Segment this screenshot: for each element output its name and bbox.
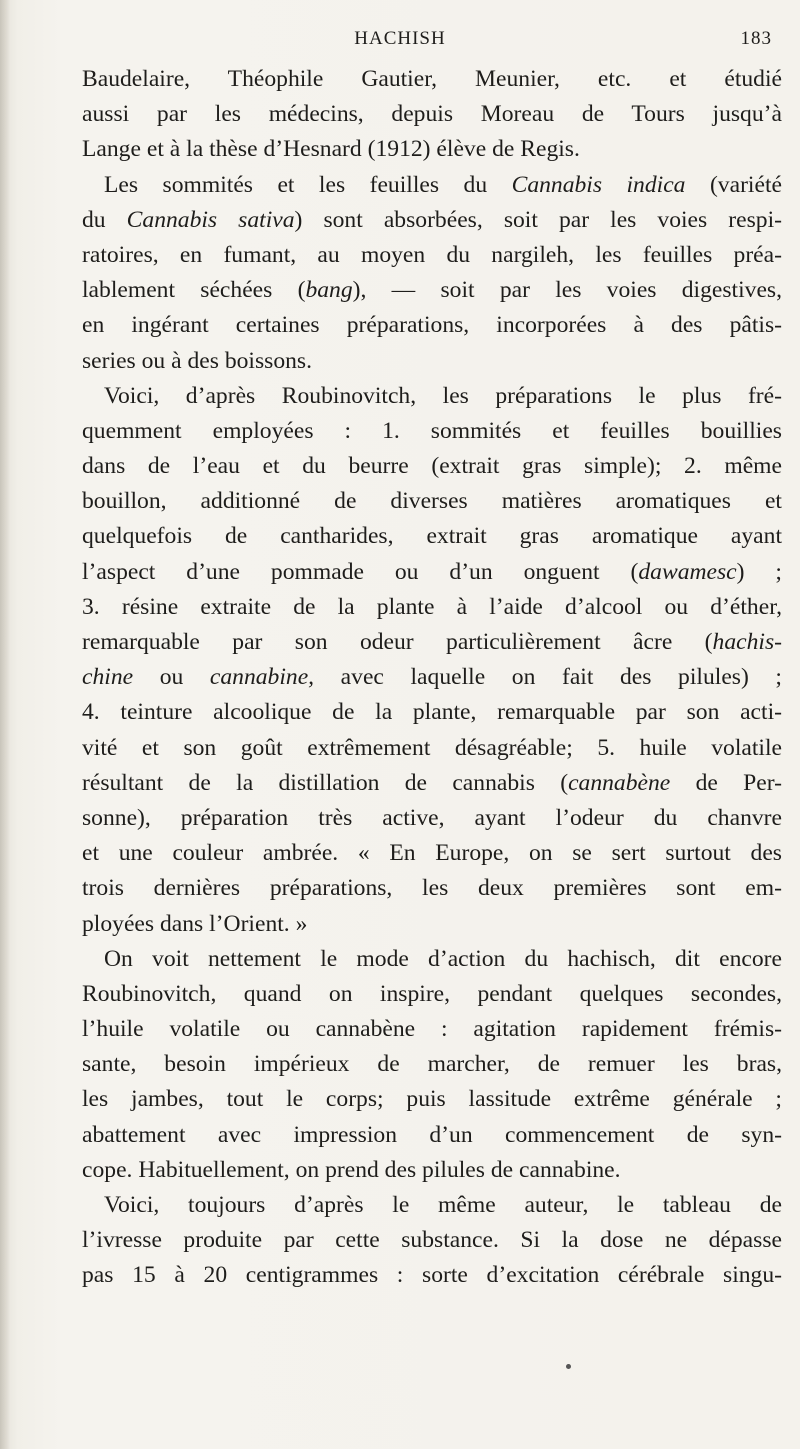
- text-segment: trois dernières préparations, les deux premières sont em-: [82, 875, 782, 902]
- text-segment: ), — soit par les voies digestives,: [352, 277, 783, 304]
- text-line: [82, 977, 782, 1012]
- italic-term: Cannabis indica: [511, 171, 686, 198]
- text-line: [82, 273, 782, 308]
- text-segment: lablement séchées (: [82, 277, 306, 304]
- running-title: HACHISH: [354, 28, 446, 49]
- ink-speck: [566, 1364, 571, 1369]
- italic-term: chine: [82, 664, 134, 691]
- text-line: [82, 132, 782, 167]
- text-segment: avec laquelle on fait des pilules) ;: [314, 664, 782, 691]
- paragraph-first-line: [82, 1188, 782, 1223]
- text-segment: abattement avec impression d’un commencement de syn-: [82, 1121, 782, 1148]
- text-segment: l’huile volatile ou cannabène : agitation rapidement frémis-: [82, 1016, 782, 1043]
- page-number: 183: [740, 28, 772, 49]
- text-line: [82, 1047, 782, 1082]
- text-line: [82, 308, 782, 343]
- text-segment: Voici, toujours d’après le même auteur, le tableau de: [104, 1192, 782, 1218]
- text-segment: et une couleur ambrée. « En Europe, on se sert surtout des: [82, 840, 782, 867]
- text-line: [82, 1012, 782, 1047]
- text-segment: ) sont absorbées, soit par les voies respi-: [294, 206, 782, 233]
- text-segment: ployées dans l’Orient. »: [82, 910, 308, 937]
- text-segment: vité et son goût extrêmement désagréable; 5. huile volatile: [82, 734, 782, 761]
- text-line: [82, 907, 782, 942]
- text-segment: en ingérant certaines préparations, incorporées à des pâtis-: [82, 312, 782, 339]
- text-segment: quemment employées : 1. sommités et feuilles bouillies: [82, 417, 782, 444]
- text-segment: ) ;: [736, 558, 782, 585]
- text-segment: l’aspect d’une pommade ou d’un onguent (: [82, 558, 639, 585]
- text-segment: Roubinovitch, quand on inspire, pendant quelques secondes,: [82, 980, 782, 1007]
- italic-term: hachis-: [712, 629, 782, 655]
- text-segment: Voici, d’après Roubinovitch, les préparations le plus fré-: [104, 382, 782, 409]
- text-segment: remarquable par son odeur particulièrement âcre (: [82, 629, 713, 655]
- text-segment: 3. résine extraite de la plante à l’aide d’alcool ou d’éther,: [82, 593, 782, 620]
- italic-term: bang: [305, 277, 353, 304]
- text-line: [82, 1118, 782, 1153]
- text-line: [82, 625, 782, 660]
- text-segment: quelquefois de cantharides, extrait gras aromatique ayant: [82, 523, 782, 550]
- text-line: [82, 484, 782, 519]
- text-line: [82, 555, 782, 590]
- text-segment: bouillon, additionné de diverses matières aromatiques et: [82, 488, 782, 515]
- text-segment: de Per-: [670, 769, 783, 796]
- text-segment: sonne), préparation très active, ayant l’odeur du chanvre: [82, 804, 782, 831]
- text-line: [82, 590, 782, 625]
- text-segment: ratoires, en fumant, au moyen du nargileh, les feuilles préa-: [82, 241, 782, 268]
- italic-term: Cannabis sativa: [126, 206, 295, 233]
- text-line: [82, 731, 782, 766]
- text-line: [82, 660, 782, 695]
- text-line: [82, 871, 782, 906]
- italic-term: cannabène: [568, 769, 671, 796]
- paragraph-first-line: [82, 168, 782, 203]
- text-line: [82, 801, 782, 836]
- text-line: [82, 1082, 782, 1117]
- text-segment: 4. teinture alcoolique de la plante, remarquable par son acti-: [82, 699, 782, 726]
- text-segment: cope. Habituellement, on prend des pilules de cannabine.: [82, 1156, 621, 1183]
- text-line: [82, 344, 782, 379]
- text-line: [82, 695, 782, 730]
- text-line: [82, 449, 782, 484]
- text-line: [82, 1153, 782, 1188]
- text-segment: On voit nettement le mode d’action du hachisch, dit encore: [104, 945, 782, 972]
- text-line: [82, 836, 782, 871]
- text-segment: du: [82, 206, 127, 233]
- text-line: [82, 1223, 782, 1258]
- page-header: [0, 28, 800, 52]
- text-segment: (variété: [685, 171, 782, 198]
- text-segment: ou: [133, 664, 210, 691]
- text-segment: dans de l’eau et du beurre (extrait gras simple); 2. même: [82, 453, 782, 480]
- text-segment: pas 15 à 20 centigrammes : sorte d’excitation cérébrale singu-: [82, 1262, 782, 1289]
- italic-term: dawamesc: [638, 558, 737, 585]
- text-segment: Baudelaire, Théophile Gautier, Meunier, etc. et étudié: [82, 66, 782, 92]
- text-line: [82, 238, 782, 273]
- text-segment: series ou à des boissons.: [82, 347, 313, 374]
- text-segment: les jambes, tout le corps; puis lassitude extrême générale ;: [82, 1086, 782, 1113]
- text-line: [82, 519, 782, 554]
- text-line: [82, 62, 782, 97]
- text-line: [82, 1258, 782, 1293]
- body-text: [82, 62, 782, 1294]
- text-segment: Les sommités et les feuilles du: [104, 171, 512, 198]
- text-segment: résultant de la distillation de cannabis (: [82, 769, 569, 796]
- text-line: [82, 203, 782, 238]
- paragraph-first-line: [82, 942, 782, 977]
- text-segment: sante, besoin impérieux de marcher, de remuer les bras,: [82, 1051, 782, 1078]
- text-line: [82, 414, 782, 449]
- page-binding-edge: [0, 0, 10, 1449]
- text-line: [82, 97, 782, 132]
- text-line: [82, 766, 782, 801]
- paragraph-first-line: [82, 379, 782, 414]
- italic-term: cannabine,: [209, 664, 315, 691]
- text-segment: Lange et à la thèse d’Hesnard (1912) élève de Regis.: [82, 136, 580, 163]
- text-segment: l’ivresse produite par cette substance. Si la dose ne dépasse: [82, 1227, 782, 1254]
- text-segment: aussi par les médecins, depuis Moreau de Tours jusqu’à: [82, 101, 782, 128]
